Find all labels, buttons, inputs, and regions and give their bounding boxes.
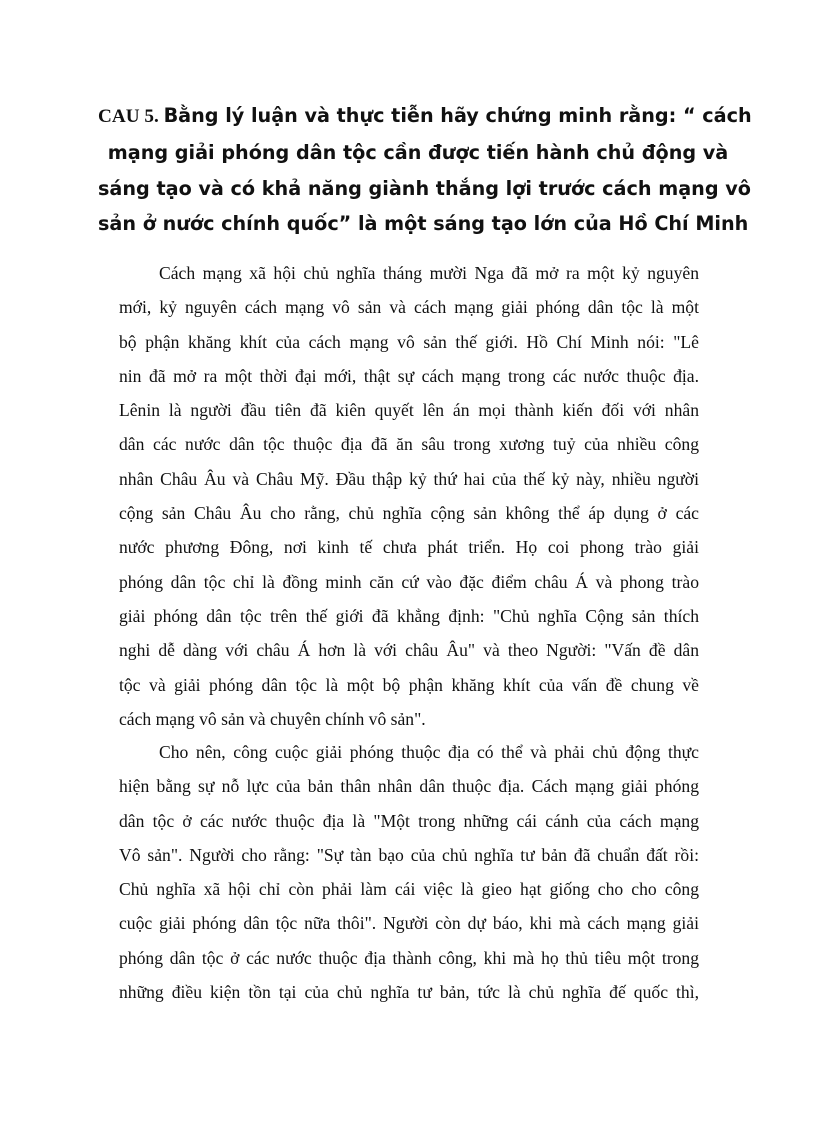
- paragraph-line: bộ phận khăng khít của cách mạng vô sản thế giới. Hồ Chí Minh nói: "Lê: [119, 331, 699, 352]
- heading-line: sáng tạo và có khả năng giành thắng lợi trước cách mạng vô: [98, 176, 751, 200]
- body-paragraph-2: [119, 735, 699, 1009]
- paragraph-line: hiện bằng sự nỗ lực của bản thân nhân dân thuộc địa. Cách mạng giải phóng: [119, 776, 699, 797]
- paragraph-line: Chủ nghĩa xã hội chỉ còn phải làm cái việc là gieo hạt giống cho cho công: [119, 879, 699, 900]
- heading-line: [98, 98, 752, 135]
- paragraph-line: cách mạng vô sản và chuyên chính vô sản".: [119, 708, 426, 729]
- paragraph-line: mới, kỷ nguyên cách mạng vô sản và cách mạng giải phóng dân tộc là một: [119, 297, 699, 318]
- paragraph-line: cộng sản Châu Âu cho rằng, chủ nghĩa cộng sản không thể áp dụng ở các: [119, 503, 699, 524]
- paragraph-line: giải phóng dân tộc trên thế giới đã khẳng định: "Chủ nghĩa Cộng sản thích: [119, 605, 699, 626]
- paragraph-line: nghi dễ dàng với châu Á hơn là với châu Âu" và theo Người: "Vấn đề dân: [119, 640, 699, 661]
- paragraph-line: phóng dân tộc ở các nước thuộc địa thành công, khi mà họ thủ tiêu một trong: [119, 947, 699, 968]
- paragraph-line: Cho nên, công cuộc giải phóng thuộc địa có thể và phải chủ động thực: [159, 742, 699, 762]
- paragraph-line: những điều kiện tồn tại của chủ nghĩa tư bản, tức là chủ nghĩa đế quốc thì,: [119, 982, 699, 1003]
- heading-line-text: Bằng lý luận và thực tiễn hãy chứng minh rằng: “ cách: [163, 104, 752, 127]
- question-heading: [98, 98, 752, 242]
- paragraph-line: Lênin là người đầu tiên đã kiên quyết lên án mọi thành kiến đối với nhân: [119, 400, 699, 421]
- paragraph-line: tộc và giải phóng dân tộc là một bộ phận khăng khít của vấn đề chung về: [119, 674, 699, 695]
- paragraph-line: dân các nước dân tộc thuộc địa đã ăn sâu trong xương tuỷ của nhiều công: [119, 434, 699, 455]
- heading-line: mạng giải phóng dân tộc cần được tiến hành chủ động và: [107, 140, 729, 164]
- paragraph-line: nhân Châu Âu và Châu Mỹ. Đầu thập kỷ thứ hai của thế kỷ này, nhiều người: [119, 468, 699, 489]
- paragraph-line: Cách mạng xã hội chủ nghĩa tháng mười Nga đã mở ra một kỷ nguyên: [159, 263, 699, 283]
- paragraph-line: nin đã mở ra một thời đại mới, thật sự cách mạng trong các nước thuộc địa.: [119, 365, 699, 386]
- heading-prefix: CAU 5.: [98, 106, 164, 127]
- paragraph-line: dân tộc ở các nước thuộc địa là "Một trong những cái cánh của cách mạng: [119, 810, 699, 831]
- paragraph-line: nước phương Đông, nơi kinh tế chưa phát triển. Họ coi phong trào giải: [119, 537, 699, 558]
- paragraph-line: phóng dân tộc chỉ là đồng minh căn cứ vào đặc điểm châu Á và phong trào: [119, 571, 699, 592]
- paragraph-line: Vô sản". Người cho rằng: "Sự tàn bạo của chủ nghĩa tư bản đã chuẩn đất rồi:: [119, 844, 699, 865]
- paragraph-line: cuộc giải phóng dân tộc nữa thôi". Người còn dự báo, khi mà cách mạng giải: [119, 913, 699, 934]
- body-paragraph-1: [119, 256, 699, 736]
- heading-line: sản ở nước chính quốc” là một sáng tạo lớn của Hồ Chí Minh: [98, 212, 749, 236]
